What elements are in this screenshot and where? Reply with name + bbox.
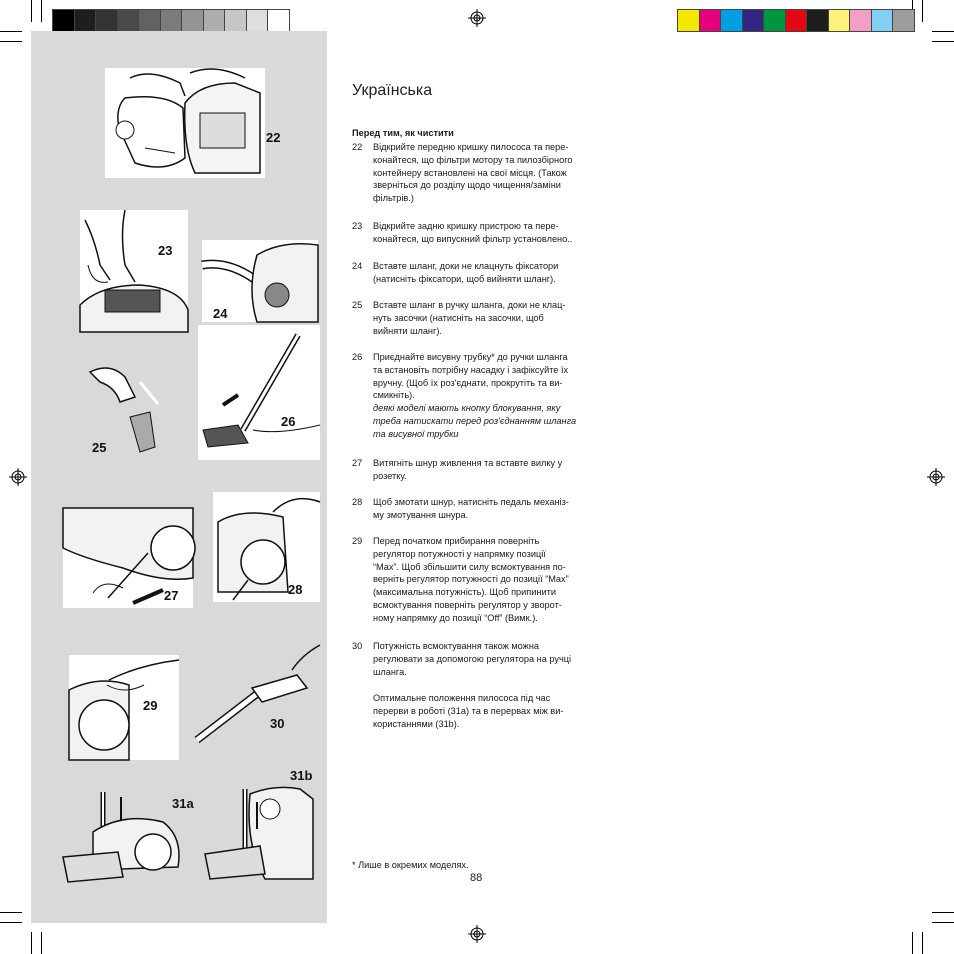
item-line: Перед початком прибирання поверніть bbox=[373, 536, 540, 546]
figure-23-illustration bbox=[80, 210, 188, 332]
crop-mark bbox=[922, 0, 923, 22]
color-swatch bbox=[53, 10, 75, 31]
item-line: Оптимальне положення пилососа під час bbox=[373, 693, 551, 703]
figure-label: 27 bbox=[164, 588, 179, 603]
item-line: Відкрийте передню кришку пилососа та пере- bbox=[373, 142, 569, 152]
color-swatch bbox=[247, 10, 269, 31]
page-number: 88 bbox=[470, 872, 483, 884]
figure-22-illustration bbox=[105, 68, 265, 178]
grayscale-bar bbox=[52, 9, 290, 32]
item-number: 30 bbox=[352, 641, 363, 651]
item-line: регулювати за допомогою регулятора на ручці bbox=[373, 653, 572, 664]
figure-31a-illustration bbox=[63, 792, 185, 888]
item-line: смикніть). bbox=[373, 390, 415, 401]
item-line: верніть регулятор потужності до позиції “Max” bbox=[373, 574, 569, 585]
registration-mark-icon bbox=[927, 468, 945, 486]
item-line: конайтеся, що випускний фільтр установлено.. bbox=[373, 233, 573, 244]
item-line: вийняти шланг). bbox=[373, 325, 442, 336]
item-number: 22 bbox=[352, 142, 363, 152]
color-swatch bbox=[204, 10, 226, 31]
figure-30-illustration bbox=[192, 640, 320, 750]
item-text bbox=[373, 457, 605, 483]
registration-mark-icon bbox=[9, 468, 27, 486]
figure-label: 22 bbox=[266, 130, 281, 145]
figure-26-illustration bbox=[198, 325, 320, 460]
item-number: 29 bbox=[352, 536, 363, 546]
crop-mark bbox=[31, 0, 32, 22]
item-line: (максимальна потужність). Щоб припинити bbox=[373, 587, 556, 598]
item-text bbox=[373, 141, 605, 205]
item-line: перерви в роботі (31a) та в перервах між ви- bbox=[373, 705, 564, 716]
crop-mark bbox=[0, 31, 22, 32]
crop-mark bbox=[932, 912, 954, 913]
item-line: зверніться до розділу щодо чищення/заміни bbox=[373, 180, 561, 191]
item-number: 25 bbox=[352, 300, 363, 310]
item-line: Вставте шланг в ручку шланга, доки не клац- bbox=[373, 300, 566, 310]
color-swatch bbox=[139, 10, 161, 31]
color-swatch bbox=[268, 10, 289, 31]
item-line: Вставте шланг, доки не клацнуть фіксатори bbox=[373, 261, 559, 271]
item-line: контейнеру встановлені на свої місця. (Також bbox=[373, 167, 567, 178]
item-number: 27 bbox=[352, 458, 363, 468]
figure-label: 25 bbox=[92, 440, 107, 455]
item-text bbox=[373, 220, 605, 246]
figure-28-illustration bbox=[213, 492, 320, 602]
color-swatch bbox=[161, 10, 183, 31]
item-line: конайтеся, що фільтри мотору та пилозбірного bbox=[373, 154, 573, 165]
color-swatch bbox=[829, 10, 851, 31]
item-line: му змотування шнура. bbox=[373, 509, 469, 520]
color-swatch bbox=[893, 10, 914, 31]
color-swatch bbox=[118, 10, 140, 31]
color-swatch bbox=[850, 10, 872, 31]
item-line: вручну. (Щоб їх роз'єднати, прокрутіть та ви- bbox=[373, 377, 563, 388]
color-swatch bbox=[225, 10, 247, 31]
item-number: 24 bbox=[352, 261, 363, 271]
item-line: Відкрийте задню кришку пристрою та пере- bbox=[373, 221, 559, 231]
item-line: ному напрямку до позиції “Off” (Вимк.). bbox=[373, 612, 538, 623]
item-line: всмоктування поверніть регулятор у зворот- bbox=[373, 599, 562, 610]
crop-mark bbox=[922, 932, 923, 954]
item-line: Щоб змотати шнур, натисніть педаль механіз- bbox=[373, 497, 569, 507]
item-number: 23 bbox=[352, 221, 363, 231]
crop-mark bbox=[0, 912, 22, 913]
crop-mark bbox=[31, 932, 32, 954]
figure-label: 24 bbox=[213, 306, 228, 321]
language-heading: Українська bbox=[352, 82, 433, 99]
item-number: 28 bbox=[352, 497, 363, 507]
item-line: Витягніть шнур живлення та вставте вилку у bbox=[373, 458, 563, 468]
item-text bbox=[373, 496, 605, 522]
figure-label: 23 bbox=[158, 243, 173, 258]
crop-mark bbox=[41, 0, 42, 22]
crop-mark bbox=[41, 932, 42, 954]
item-text bbox=[373, 260, 605, 286]
color-swatch bbox=[764, 10, 786, 31]
figure-label: 31b bbox=[290, 768, 313, 783]
color-swatch bbox=[721, 10, 743, 31]
color-swatch bbox=[75, 10, 97, 31]
figure-25-illustration bbox=[90, 362, 165, 452]
section-subheading: Перед тим, як чистити bbox=[352, 128, 454, 138]
item-note-line: деякі моделі мають кнопку блокування, яку bbox=[373, 403, 561, 414]
item-line: нуть засочки (натисніть на засочки, щоб bbox=[373, 312, 544, 323]
crop-mark bbox=[932, 31, 954, 32]
color-swatch bbox=[872, 10, 894, 31]
figure-label: 29 bbox=[143, 698, 158, 713]
color-bar bbox=[677, 9, 915, 32]
item-line: “Max”. Щоб збільшити силу всмоктування по- bbox=[373, 561, 566, 572]
color-swatch bbox=[743, 10, 765, 31]
item-line: та встановіть потрібну насадку і зафіксуйте їх bbox=[373, 364, 569, 375]
color-swatch bbox=[678, 10, 700, 31]
item-line: регулятор потужності у напрямку позиції bbox=[373, 548, 546, 559]
footnote: * Лише в окремих моделях. bbox=[352, 860, 469, 870]
item-line: (натисніть фіксатори, щоб вийняти шланг). bbox=[373, 273, 556, 284]
item-note-line: треба натискати перед роз'єднанням шланга bbox=[373, 415, 577, 426]
item-line: шланга. bbox=[373, 666, 407, 677]
figure-31b-illustration bbox=[205, 784, 320, 892]
color-swatch bbox=[807, 10, 829, 31]
color-swatch bbox=[786, 10, 808, 31]
item-text bbox=[373, 535, 605, 625]
registration-mark-icon bbox=[468, 9, 486, 27]
item-line: Потужність всмоктування також можна bbox=[373, 641, 540, 651]
item-line: розетку. bbox=[373, 470, 407, 481]
item-text bbox=[373, 299, 605, 337]
item-line: користаннями (31b). bbox=[373, 718, 460, 729]
figure-label: 30 bbox=[270, 716, 285, 731]
figure-label: 26 bbox=[281, 414, 296, 429]
figure-label: 28 bbox=[288, 582, 303, 597]
item-line: фільтрів.) bbox=[373, 193, 414, 204]
crop-mark bbox=[0, 922, 22, 923]
item-line: Приєднайте висувну трубку* до ручки шланга bbox=[373, 352, 568, 362]
item-text bbox=[373, 692, 605, 730]
color-swatch bbox=[96, 10, 118, 31]
item-text bbox=[373, 640, 605, 678]
item-text bbox=[373, 351, 605, 441]
color-swatch bbox=[700, 10, 722, 31]
crop-mark bbox=[932, 922, 954, 923]
item-note-line: та висувної трубки bbox=[373, 428, 459, 439]
crop-mark bbox=[0, 41, 22, 42]
registration-mark-icon bbox=[468, 925, 486, 943]
figure-29-illustration bbox=[69, 655, 179, 760]
color-swatch bbox=[182, 10, 204, 31]
item-number: 26 bbox=[352, 352, 363, 362]
crop-mark bbox=[932, 41, 954, 42]
figure-label: 31a bbox=[172, 796, 194, 811]
crop-mark bbox=[912, 932, 913, 954]
